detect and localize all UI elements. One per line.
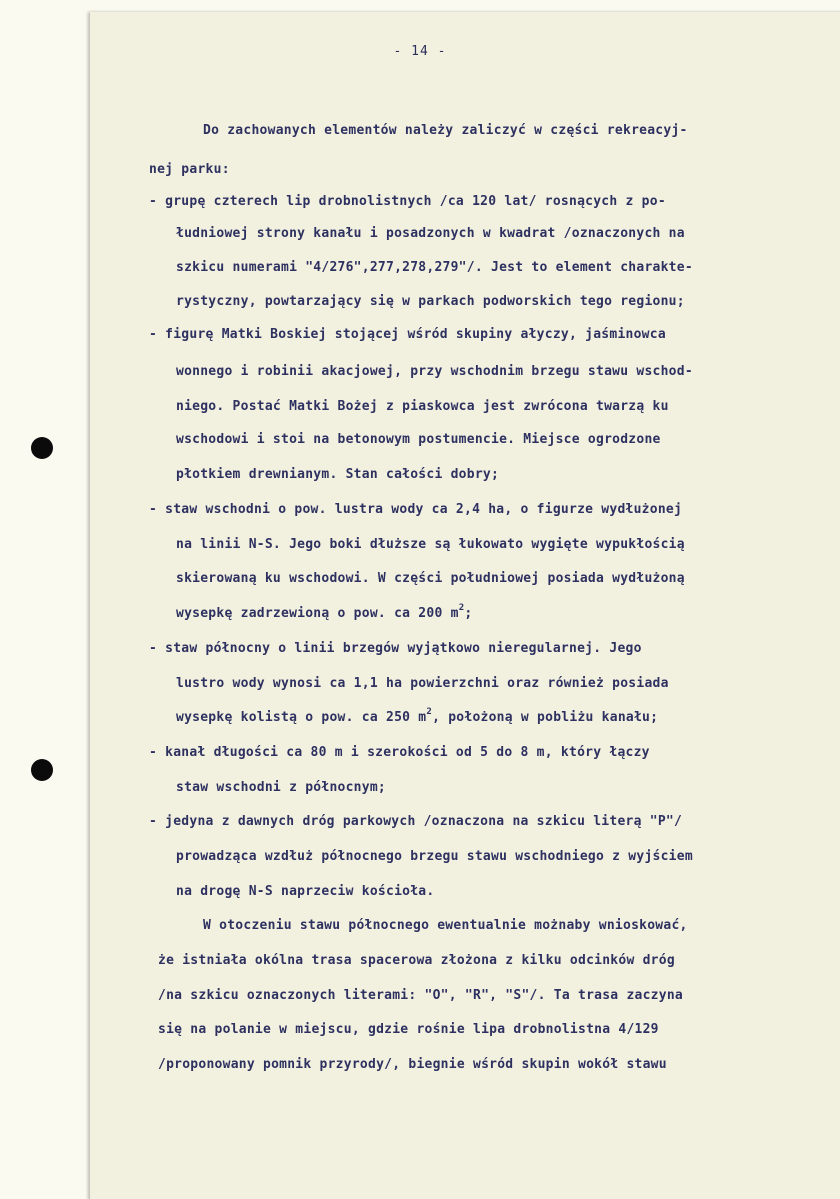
text-line: lustro wody wynosi ca 1,1 ha powierzchni oraz również posiada xyxy=(176,676,669,691)
text-line: W otoczeniu stawu północnego ewentualnie możnaby wnioskować, xyxy=(203,918,688,933)
text-line: wonnego i robinii akacjowej, przy wschodnim brzegu stawu wschod- xyxy=(176,364,693,379)
punch-hole xyxy=(31,759,53,781)
text-line: na linii N-S. Jego boki dłuższe są łukowato wygięte wypukłością xyxy=(176,537,685,552)
punch-hole xyxy=(31,437,53,459)
text-line: płotkiem drewnianym. Stan całości dobry; xyxy=(176,467,500,482)
text-line: skierowaną ku wschodowi. W części południowej posiada wydłużoną xyxy=(176,571,685,586)
scan-margin-top xyxy=(90,0,840,12)
page-number: - 14 - xyxy=(393,44,447,59)
text-line: łudniowej strony kanału i posadzonych w kwadrat /oznaczonych na xyxy=(176,226,685,241)
text-line: wschodowi i stoi na betonowym postumencie. Miejsce ogrodzone xyxy=(176,432,661,447)
text-line: - figurę Matki Boskiej stojącej wśród skupiny ałyczy, jaśminowca xyxy=(149,327,666,342)
text-line: - staw północny o linii brzegów wyjątkowo nieregularnej. Jego xyxy=(149,641,642,656)
text-line: - jedyna z dawnych dróg parkowych /oznaczona na szkicu literą "P"/ xyxy=(149,814,683,829)
text-line: szkicu numerami "4/276",277,278,279"/. Jest to element charakte- xyxy=(176,260,693,275)
text-line: się na polanie w miejscu, gdzie rośnie lipa drobnolistna 4/129 xyxy=(158,1022,659,1037)
text-line: wysepkę zadrzewioną o pow. ca 200 $m^2$; xyxy=(176,603,473,621)
text-line: /proponowany pomnik przyrody/, biegnie wśród skupin wokół stawu xyxy=(158,1057,667,1072)
text-line: prowadząca wzdłuż północnego brzegu stawu wschodniego z wyjściem xyxy=(176,849,693,864)
text-line: staw wschodni z północnym; xyxy=(176,780,386,795)
text-line: niego. Postać Matki Bożej z piaskowca jest zwrócona twarzą ku xyxy=(176,399,669,414)
text-line: - kanał długości ca 80 m i szerokości od 5 do 8 m, który łączy xyxy=(149,745,650,760)
scan-margin-left xyxy=(0,0,90,1199)
text-line: wysepkę kolistą o pow. ca 250 $m^2$, położoną w pobliżu kanału; xyxy=(176,707,659,725)
text-line: na drogę N-S naprzeciw kościoła. xyxy=(176,884,435,899)
text-line: /na szkicu oznaczonych literami: "O", "R", "S"/. Ta trasa zaczyna xyxy=(158,988,683,1003)
text-line: rystyczny, powtarzający się w parkach podworskich tego regionu; xyxy=(176,294,685,309)
text-line: Do zachowanych elementów należy zaliczyć w części rekreacyj- xyxy=(203,123,688,138)
text-line: nej parku: xyxy=(149,162,230,177)
text-line: - staw wschodni o pow. lustra wody ca 2,4 ha, o figurze wydłużonej xyxy=(149,502,683,517)
text-line: - grupę czterech lip drobnolistnych /ca 120 lat/ rosnących z po- xyxy=(149,194,666,209)
text-line: że istniała okólna trasa spacerowa złożona z kilku odcinków dróg xyxy=(158,953,675,968)
